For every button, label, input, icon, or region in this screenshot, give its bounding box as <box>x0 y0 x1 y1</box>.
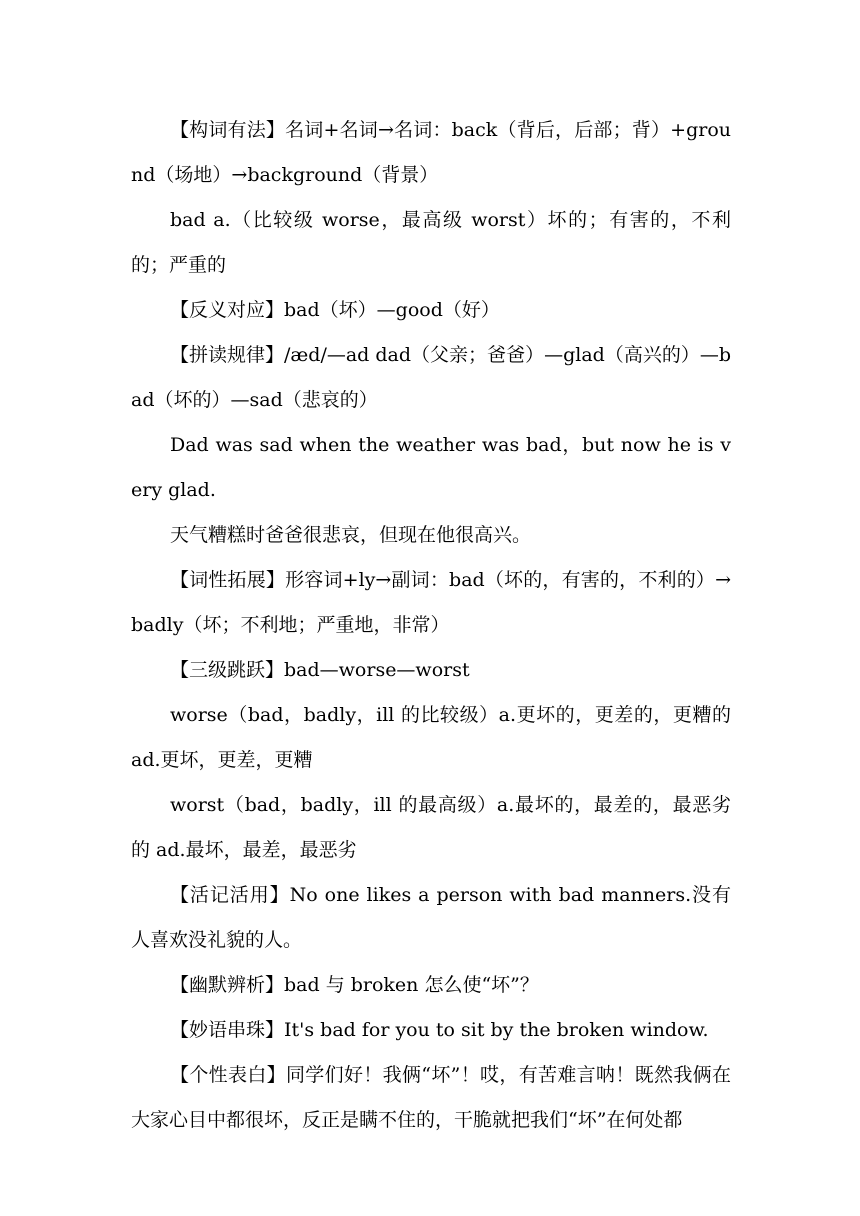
paragraph-worst-definition: worst（bad，badly，ill 的最高级）a.最坏的，最差的，最恶劣的 ad.最坏，最差，最恶劣 <box>131 794 731 861</box>
document-body <box>131 108 731 1143</box>
paragraph-comparison-forms: 【三级跳跃】bad—worse—worst <box>170 659 470 681</box>
paragraph-personal-statement: 【个性表白】同学们好！我俩“坏”！哎，有苦难言呐！既然我俩在大家心目中都很坏，反正是瞒不住的，干脆就把我们“坏”在何处都 <box>131 1064 731 1131</box>
paragraph-humor-analysis: 【幽默辨析】bad 与 broken 怎么使“坏”？ <box>170 974 539 996</box>
paragraph-example-sentence: Dad was sad when the weather was bad，but now he is very glad. <box>131 434 731 501</box>
paragraph-word-formation: 【构词有法】名词+名词→名词：back（背后，后部；背）+ground（场地）→background（背景） <box>131 119 731 186</box>
paragraph-bad-definition: bad a.（比较级 worse，最高级 worst）坏的；有害的，不利的；严重的 <box>131 209 731 276</box>
paragraph-witty-sentence: 【妙语串珠】It's bad for you to sit by the broken window. <box>170 1019 709 1041</box>
paragraph-part-of-speech: 【词性拓展】形容词+ly→副词：bad（坏的，有害的，不利的）→badly（坏；不利地；严重地，非常） <box>131 569 731 636</box>
paragraph-usage-example: 【活记活用】No one likes a person with bad manners.没有人喜欢没礼貌的人。 <box>131 884 731 951</box>
paragraph-antonym: 【反义对应】bad（坏）—good（好） <box>170 299 500 321</box>
paragraph-example-translation: 天气糟糕时爸爸很悲哀，但现在他很高兴。 <box>170 524 532 546</box>
paragraph-worse-definition: worse（bad，badly，ill 的比较级）a.更坏的，更差的，更糟的 ad.更坏，更差，更糟 <box>131 704 731 771</box>
paragraph-pronunciation-rule: 【拼读规律】/æd/—ad dad（父亲；爸爸）—glad（高兴的）—bad（坏的）—sad（悲哀的） <box>131 344 731 411</box>
